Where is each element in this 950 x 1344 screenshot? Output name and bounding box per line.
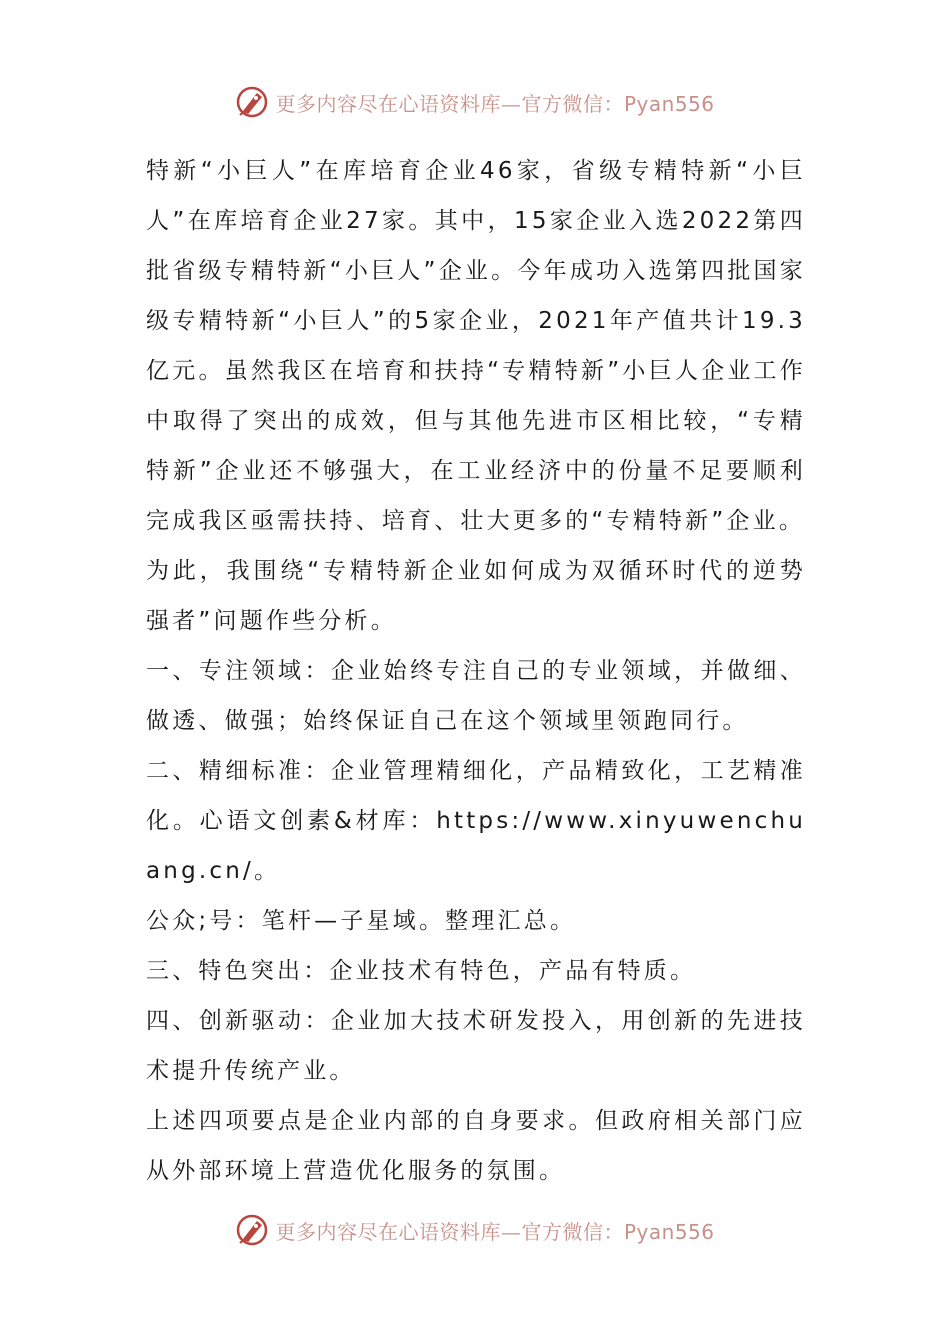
paragraph: 公众;号：笔杆—子星域。整理汇总。 (146, 908, 577, 934)
document-body (146, 146, 806, 1196)
header-watermark-banner (0, 80, 950, 124)
banner-text: 更多内容尽在心语资料库—官方微信：Pyan556 (275, 1219, 715, 1244)
paragraph: 二、精细标准：企业管理精细化，产品精致化，工艺精准化。心语文创素&材库：https://www.xinyuwenchuang.cn/。 (146, 758, 806, 884)
paragraph: 四、创新驱动：企业加大技术研发投入，用创新的先进技术提升传统产业。 (146, 1008, 806, 1084)
paragraph: 三、特色突出：企业技术有特色，产品有特质。 (146, 958, 697, 984)
pen-nib-logo-icon (235, 1213, 269, 1247)
paragraph: 一、专注领域：企业始终专注自己的专业领域，并做细、做透、做强；始终保证自己在这个领域里领跑同行。 (146, 658, 806, 734)
paragraph: 特新“小巨人”在库培育企业46家，省级专精特新“小巨人”在库培育企业27家。其中，15家企业入选2022第四批省级专精特新“小巨人”企业。今年成功入选第四批国家级专精特新“小巨人”的5家企业，2021年产值共计19.3亿元。虽然我区在培育和扶持“专精特新”小巨人企业工作中取得了突出的成效，但与其他先进市区相比较，“专精特新”企业还不够强大，在工业经济中的份量不足要顺利完成我区亟需扶持、培育、壮大更多的“专精特新”企业。 (146, 158, 806, 534)
wechat-id: Pyan556 (623, 91, 715, 116)
pen-nib-logo-icon (235, 85, 269, 119)
paragraph: 上述四项要点是企业内部的自身要求。但政府相关部门应从外部环境上营造优化服务的氛围。 (146, 1108, 806, 1184)
banner-text: 更多内容尽在心语资料库—官方微信：Pyan556 (275, 91, 715, 116)
footer-watermark-banner (0, 1208, 950, 1252)
wechat-id: Pyan556 (623, 1219, 715, 1244)
paragraph: 为此，我围绕“专精特新企业如何成为双循环时代的逆势强者”问题作些分析。 (146, 558, 806, 634)
